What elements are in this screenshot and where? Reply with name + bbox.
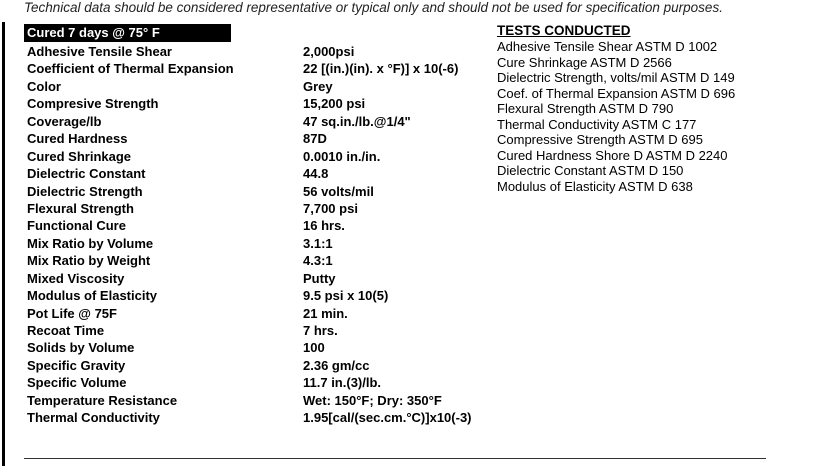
property-value: 100	[303, 340, 325, 356]
left-border-rule	[2, 22, 5, 466]
property-name: Mix Ratio by Volume	[27, 235, 154, 251]
test-item: Modulus of Elasticity ASTM D 638	[497, 178, 693, 194]
property-name: Pot Life @ 75F	[27, 305, 117, 321]
property-value: 7,700 psi	[303, 200, 358, 216]
property-value: 7 hrs.	[303, 323, 338, 338]
tests-section	[497, 22, 735, 194]
property-value: 16 hrs.	[303, 218, 345, 234]
property-name: Recoat Time	[27, 323, 105, 338]
test-item: Dielectric Strength, volts/mil ASTM D 149	[497, 70, 735, 85]
property-value: Wet: 150°F; Dry: 350°F	[303, 392, 442, 408]
property-value: 22 [(in.)(in). x °F)] x 10(-6)	[303, 61, 459, 77]
tests-list	[497, 39, 735, 194]
property-value: 0.0010 in./in.	[303, 148, 381, 164]
property-name: Coverage/lb	[27, 113, 102, 129]
property-value: 1.95[cal/(sec.cm.°C)]x10(-3)	[303, 410, 472, 426]
property-value: 3.1:1	[303, 235, 333, 251]
property-value: 21 min.	[303, 305, 348, 321]
property-name: Mixed Viscosity	[27, 270, 125, 286]
test-item: Adhesive Tensile Shear ASTM D 1002	[497, 39, 718, 54]
property-name: Cured Shrinkage	[27, 148, 132, 164]
property-value: 2.36 gm/cc	[303, 357, 370, 373]
property-name: Compresive Strength	[27, 96, 159, 112]
property-name: Thermal Conductivity	[27, 410, 160, 426]
property-value: 2,000psi	[303, 44, 355, 59]
property-name: Specific Gravity	[27, 357, 126, 373]
property-value: 11.7 in.(3)/lb.	[303, 375, 382, 391]
property-value: 44.8	[303, 166, 329, 182]
property-name: Dielectric Constant	[27, 166, 146, 182]
property-value: Putty	[303, 270, 336, 286]
property-name: Mix Ratio by Weight	[27, 253, 151, 269]
test-item: Flexural Strength ASTM D 790	[497, 101, 674, 116]
property-name: Cured Hardness	[27, 131, 128, 147]
section-header: Cured 7 days @ 75° F	[24, 24, 231, 42]
property-value: 4.3:1	[303, 253, 333, 269]
bottom-divider	[24, 458, 766, 459]
property-name: Temperature Resistance	[27, 392, 178, 408]
property-name: Flexural Strength	[27, 200, 134, 216]
test-item: Dielectric Constant ASTM D 150	[497, 163, 684, 178]
test-item: Thermal Conductivity ASTM C 177	[497, 116, 697, 132]
property-value: 15,200 psi	[303, 96, 366, 112]
property-value: 87D	[303, 131, 327, 147]
disclaimer-text: Technical data should be considered representative or typical only and should not be used for specification purposes.	[24, 0, 723, 15]
property-name: Solids by Volume	[27, 340, 135, 356]
property-value: 47 sq.in./lb.@1/4"	[303, 113, 411, 129]
property-value: 56 volts/mil	[303, 183, 374, 199]
property-name: Dielectric Strength	[27, 183, 143, 199]
test-item: Compressive Strength ASTM D 695	[497, 132, 703, 147]
test-item: Coef. of Thermal Expansion ASTM D 696	[497, 85, 736, 101]
property-name: Color	[27, 78, 61, 94]
property-name: Adhesive Tensile Shear	[27, 44, 172, 59]
property-value: Grey	[303, 78, 333, 94]
property-value: 9.5 psi x 10(5)	[303, 288, 389, 304]
property-name: Coefficient of Thermal Expansion	[27, 61, 234, 77]
test-item: Cured Hardness Shore D ASTM D 2240	[497, 147, 728, 163]
tests-title: TESTS CONDUCTED	[497, 23, 631, 38]
property-name: Specific Volume	[27, 375, 127, 391]
property-name: Modulus of Elasticity	[27, 288, 158, 304]
test-item: Cure Shrinkage ASTM D 2566	[497, 54, 672, 70]
property-name: Functional Cure	[27, 218, 126, 234]
